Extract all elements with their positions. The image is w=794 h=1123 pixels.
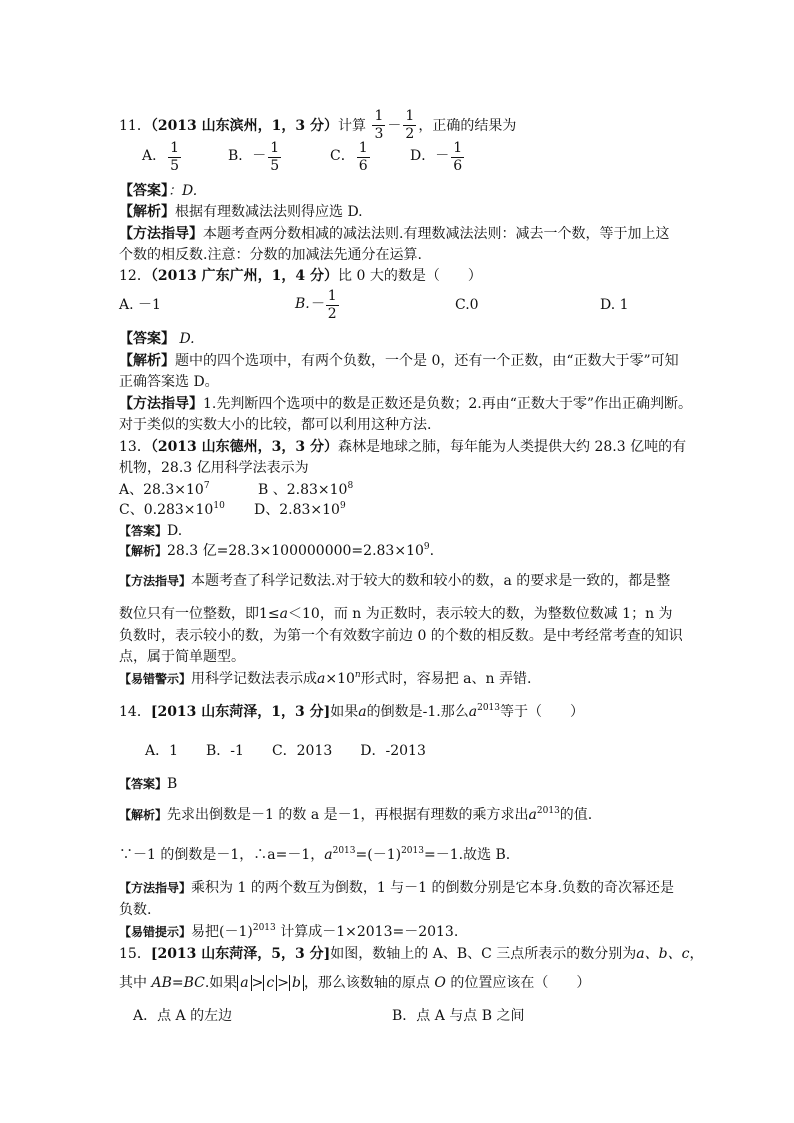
q14-analysis: 【解析】先求出倒数是－1 的数 a 是－1，再根据有理数的乘方求出$a^{2013}$的值. (119, 806, 593, 823)
q13-option-c: C、$0.283\times 10^{10}$ (119, 501, 225, 518)
q13-stem: 13．（2013 山东德州，3，3 分）森林是地球之肺，每年能为人类提供大约 28.3 亿吨的有 (119, 439, 687, 455)
q12-analysis: 【解析】题中的四个选项中，有两个负数，一个是 0，还有一个正数，由“正数大于零”可知 (119, 353, 679, 369)
q13-method-cont: 数位只有一位整数，即1≤a＜10，而 n 为正数时，表示较大的数，为整数位数减 1；n 为 (119, 606, 673, 622)
fraction: $\frac{1}{2}$ (405, 108, 415, 142)
q13-method-cont: 负数时，表示较小的数，为第一个有效数字前边 0 的个数的相反数。是中考经常考查的知识 (119, 628, 683, 644)
q12-option-b: B.－ $\frac{1}{2}$ (295, 288, 337, 322)
q13-method-cont: 点，属于简单题型。 (119, 649, 245, 665)
q14-answer: 【答案】B (119, 776, 178, 792)
q11-option-a: A． $\frac{1}{5}$ (142, 140, 180, 174)
q11-answer: 【答案】：D. (119, 183, 198, 199)
q14-analysis-cont: ∵－1 的倒数是－1，∴a=－1，$a^{2013}=(-1)^{2013}=-1$.故选 B. (119, 846, 511, 863)
q11-stem-text: ，正确的结果为 (418, 118, 517, 134)
q12-method-cont: 对于类似的实数大小的比较，都可以利用这种方法. (119, 417, 432, 433)
q12-option-a: A. －1 (119, 297, 161, 313)
q12-stem: 12．（2013 广东广州，1，4 分）比 0 大的数是（ ） (119, 268, 482, 284)
q11-source: （2013 山东滨州，1，3 分） (150, 118, 339, 134)
q13-analysis: 【解析】28.3 亿$=28.3\times 100000000=2.83\times 10^9$. (119, 542, 435, 559)
q14-warning: 【易错提示】易把$(-1)^{2013}$ 计算成－1×2013=－2013. (119, 923, 459, 940)
q15-stem: 15．[2013 山东菏泽，5，3 分]如图，数轴上的 A、B、C 三点所表示的数分别为a、b、c， (119, 946, 704, 962)
q12-option-d: D. 1 (600, 297, 629, 313)
q11-option-d: D．－ $\frac{1}{6}$ (410, 140, 463, 174)
q11-number: 11． (119, 118, 151, 134)
q13-answer: 【答案】D. (119, 523, 183, 539)
q14-stem: 14．[2013 山东菏泽，1，3 分]如果a的倒数是-1.那么$a^{2013}$等于（ ） (119, 703, 584, 720)
q15-option-b: B．点 A 与点 B 之间 (392, 1008, 525, 1024)
q14-options: A．1 B．-1 C．2013 D．-2013 (145, 743, 426, 759)
minus-sign: － (387, 118, 402, 134)
q13-option-a: A、$28.3\times 10^7$ (119, 481, 210, 498)
q11-option-c: C． $\frac{1}{6}$ (330, 140, 368, 174)
q12-analysis-cont: 正确答案选 D。 (119, 374, 219, 390)
q12-answer: 【答案】 D. (119, 331, 195, 347)
q11-stem-text: 计算 (338, 118, 367, 134)
q13-option-b: B 、$2.83\times 10^8$ (258, 481, 354, 498)
q13-method: 【方法指导】本题考查了科学记数法.对于较大的数和较小的数，a 的要求是一致的，都是整 (119, 573, 671, 589)
q11-analysis: 【解析】根据有理数减法法则得应选 D. (119, 204, 363, 220)
q11-option-b: B．－ $\frac{1}{5}$ (228, 140, 280, 174)
q15-option-a: A．点 A 的左边 (133, 1008, 233, 1024)
q11-method-cont: 个数的相反数.注意：分数的加减法先通分在运算. (119, 247, 422, 263)
q11-stem (119, 108, 516, 143)
q11-method: 【方法指导】本题考查两分数相减的减法法则.有理数减法法则：减去一个数，等于加上这 (119, 226, 670, 242)
q14-method-cont: 负数. (119, 902, 152, 918)
q14-method: 【方法指导】乘积为 1 的两个数互为倒数，1 与－1 的倒数分别是它本身.负数的奇次幂还是 (119, 880, 674, 896)
fraction: $\frac{1}{3}$ (374, 108, 384, 142)
q13-stem-cont: 机物，28.3 亿用科学法表示为 (119, 460, 309, 476)
q13-warning: 【易错警示】用科学记数法表示成$a\times 10^n$形式时，容易把 a、n 弄错. (119, 670, 532, 687)
q12-method: 【方法指导】1.先判断四个选项中的数是正数还是负数；2.再由“正数大于零”作出正确判断。 (119, 396, 693, 412)
q15-stem-cont: 其中 AB=BC.如果 a > c > b ，那么该数轴的原点 O 的位置应该在（ ） (119, 975, 591, 991)
q13-option-d: D、$2.83\times 10^9$ (254, 501, 346, 518)
q12-option-c: C.0 (455, 297, 479, 313)
